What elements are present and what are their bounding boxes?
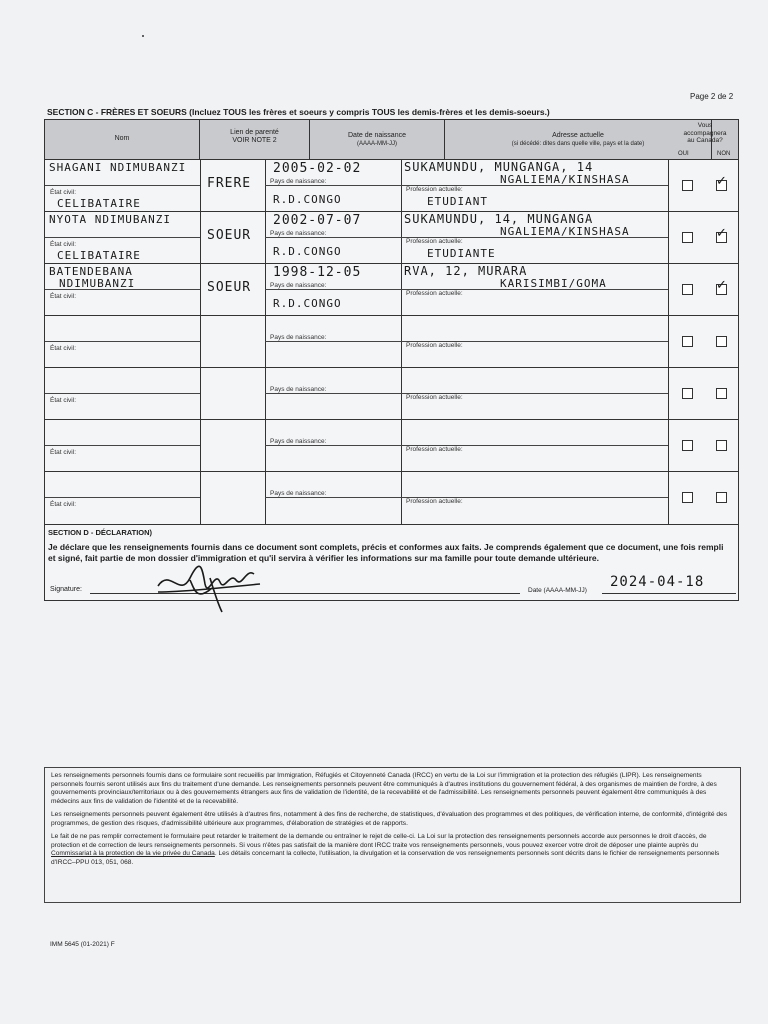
profession-label: Profession actuelle:	[406, 238, 463, 245]
date-line	[602, 593, 736, 594]
sibling-occupation[interactable]: ETUDIANTE	[427, 247, 496, 260]
row-divider	[45, 419, 738, 420]
profession-label: Profession actuelle:	[406, 186, 463, 193]
header-lien: Lien de parenté VOIR NOTE 2	[200, 120, 310, 159]
handwritten-signature	[150, 558, 270, 618]
header-date: Date de naissance (AAAA-MM-JJ)	[310, 120, 445, 159]
profession-label: Profession actuelle:	[406, 498, 463, 505]
page-number: Page 2 de 2	[690, 92, 734, 101]
date-subline	[265, 497, 401, 498]
sibling-birth-date[interactable]: 2005-02-02	[273, 161, 362, 176]
accompany-no-checkbox[interactable]	[716, 440, 727, 451]
date-subline	[265, 185, 401, 186]
accompany-yes-checkbox[interactable]	[682, 336, 693, 347]
date-subline	[265, 289, 401, 290]
profession-label: Profession actuelle:	[406, 342, 463, 349]
accompany-no-checkbox[interactable]	[716, 278, 727, 295]
accompany-yes-checkbox[interactable]	[682, 440, 693, 451]
accompany-yes-checkbox[interactable]	[682, 492, 693, 503]
pays-naissance-label: Pays de naissance:	[270, 334, 327, 341]
section-c-title: SECTION C - FRÈRES ET SOEURS (Incluez TOUS les frères et soeurs y compris TOUS les demis-frères et les demis-soeurs.)	[47, 107, 550, 117]
pays-naissance-label: Pays de naissance:	[270, 230, 327, 237]
section-d-divider	[45, 524, 738, 525]
sibling-occupation[interactable]: ETUDIANT	[427, 195, 488, 208]
form-code: IMM 5645 (01-2021) F	[50, 941, 115, 948]
name-subline	[45, 185, 200, 186]
sibling-address-line-2[interactable]: NGALIEMA/KINSHASA	[500, 173, 630, 186]
sibling-address-line-1[interactable]: SUKAMUNDU, 14, MUNGANGA	[404, 212, 594, 226]
notice-paragraph-1: Les renseignements personnels fournis dans ce formulaire sont recueillis par Immigration, Réfugiés et Citoyenneté Canada (IRCC) en vertu de la Loi sur l'immigration et la protection des réfugiés (LIPR). Les renseignements personnels fournis seront utilisés aux fins du traitement d'une demande. Les renseignements personnels peuvent être communiqués à d'autres institutions du gouvernement fédéral, à des organismes de maintien de l'ordre, à des gouvernements provinciaux/territoriaux ou à des gouvernements étrangers aux fins de validation de l'identité, de la recevabilité et de l'admissibilité. Les renseignements personnels peuvent également être communiqués à des médecins aux fins de validation de l'identité et de la recevabilité.	[51, 772, 717, 805]
sibling-birth-date[interactable]: 2002-07-07	[273, 213, 362, 228]
pays-naissance-label: Pays de naissance:	[270, 386, 327, 393]
row-divider	[45, 315, 738, 316]
etat-civil-label: État civil:	[50, 189, 77, 196]
sibling-name[interactable]: SHAGANI NDIMUBANZI	[49, 161, 187, 174]
sibling-marital-status[interactable]: CELIBATAIRE	[57, 197, 141, 210]
accompany-yes-checkbox[interactable]	[682, 388, 693, 399]
accompany-yes-checkbox[interactable]	[682, 180, 693, 191]
accompany-no-checkbox[interactable]	[716, 492, 727, 503]
pays-naissance-label: Pays de naissance:	[270, 438, 327, 445]
sibling-name[interactable]: NYOTA NDIMUBANZI	[49, 213, 171, 226]
pays-naissance-label: Pays de naissance:	[270, 490, 327, 497]
sibling-relationship[interactable]: SOEUR	[207, 280, 252, 295]
date-subline	[265, 393, 401, 394]
row-divider	[45, 367, 738, 368]
header-adresse: Adresse actuelle (si décédé: dites dans quelle ville, pays et la date)	[445, 120, 712, 159]
declaration-text: Je déclare que les renseignements fournis dans ce document sont complets, précis et conformes aux faits. Je comprends également que ce document, une fois rempli et signé, fait partie de mon dossier d'immigration et qu'il servira à vérifier les informations sur ma famille pour toute demande ultérieure.	[48, 542, 724, 563]
name-subline	[45, 497, 200, 498]
sibling-name-continued[interactable]: NDIMUBANZI	[59, 277, 136, 290]
name-subline	[45, 393, 200, 394]
row-divider	[45, 471, 738, 472]
table-header	[45, 120, 738, 160]
etat-civil-label: État civil:	[50, 345, 77, 352]
check-mark-icon: ✓	[716, 278, 727, 293]
etat-civil-label: État civil:	[50, 397, 77, 404]
name-subline	[45, 341, 200, 342]
sibling-relationship[interactable]: SOEUR	[207, 228, 252, 243]
date-label: Date (AAAA-MM-JJ)	[528, 587, 587, 594]
pays-naissance-label: Pays de naissance:	[270, 282, 327, 289]
sibling-birth-country[interactable]: R.D.CONGO	[273, 297, 342, 310]
accompany-yes-checkbox[interactable]	[682, 232, 693, 243]
section-d-title: SECTION D - DÉCLARATION)	[48, 528, 153, 537]
notice-paragraph-2: Les renseignements personnels peuvent également être utilisés à d'autres fins, notamment à des fins de recherche, de statistiques, d'évaluation des programmes et des politiques, de vérification interne, de conformité, d'intégrité des programmes, de gestion des risques, d'admissibilité ultérieure aux programmes, d'élaboration de stratégies et de rapports.	[51, 811, 727, 827]
date-value[interactable]: 2024-04-18	[610, 574, 705, 590]
accompany-no-checkbox[interactable]	[716, 174, 727, 191]
sibling-name[interactable]: BATENDEBANA	[49, 265, 133, 278]
pays-naissance-label: Pays de naissance:	[270, 178, 327, 185]
profession-label: Profession actuelle:	[406, 290, 463, 297]
sibling-birth-date[interactable]: 1998-12-05	[273, 265, 362, 280]
signature-label: Signature:	[50, 586, 82, 593]
accompany-no-checkbox[interactable]	[716, 226, 727, 243]
row-divider	[45, 263, 738, 264]
header-accompagnera: Vous accompagnera au Canada? OUI NON	[678, 122, 731, 157]
name-subline	[45, 445, 200, 446]
etat-civil-label: État civil:	[50, 293, 77, 300]
col-sep-adresse	[668, 159, 669, 524]
sibling-birth-country[interactable]: R.D.CONGO	[273, 245, 342, 258]
header-nom: Nom	[45, 120, 200, 159]
date-subline	[265, 445, 401, 446]
profession-label: Profession actuelle:	[406, 446, 463, 453]
etat-civil-label: État civil:	[50, 501, 77, 508]
etat-civil-label: État civil:	[50, 241, 77, 248]
profession-label: Profession actuelle:	[406, 394, 463, 401]
accompany-yes-checkbox[interactable]	[682, 284, 693, 295]
row-divider	[45, 211, 738, 212]
notice-paragraph-3: Le fait de ne pas remplir correctement le formulaire peut retarder le traitement de la demande ou entraîner le rejet de celle-ci. La Loi sur la protection des renseignements personnels accorde aux personnes le droit d'accès, de protection et de correction de leurs renseignements personnels. Si vous n'êtes pas satisfait de la manière dont IRCC traite vos renseignements personnels, vous pouvez exercer votre droit de déposer une plainte auprès du Commissariat à la protection de la vie privée du Canada. Les détails concernant la collecte, l'utilisation, la divulgation et la conservation de vos renseignements personnels sont décrits dans le fichier de renseignements personnels d'IRCC–PPU 013, 051, 068.	[51, 833, 720, 866]
sibling-address-line-2[interactable]: KARISIMBI/GOMA	[500, 277, 607, 290]
sibling-address-line-1[interactable]: RVA, 12, MURARA	[404, 264, 528, 278]
sibling-marital-status[interactable]: CELIBATAIRE	[57, 249, 141, 262]
date-subline	[265, 237, 401, 238]
check-mark-icon: ✓	[716, 226, 727, 241]
privacy-commissioner-link[interactable]: Commissariat à la protection de la vie privée du Canada	[51, 850, 215, 857]
sibling-relationship[interactable]: FRERE	[207, 176, 252, 191]
sibling-birth-country[interactable]: R.D.CONGO	[273, 193, 342, 206]
accompany-no-checkbox[interactable]	[716, 388, 727, 399]
check-mark-icon: ✓	[716, 174, 727, 189]
privacy-notice	[44, 767, 741, 903]
accompany-no-checkbox[interactable]	[716, 336, 727, 347]
scan-speck	[142, 35, 144, 37]
col-sep-nom	[200, 159, 201, 524]
sibling-address-line-2[interactable]: NGALIEMA/KINSHASA	[500, 225, 630, 238]
date-subline	[265, 341, 401, 342]
sibling-address-line-1[interactable]: SUKAMUNDU, MUNGANGA, 14	[404, 160, 594, 174]
etat-civil-label: État civil:	[50, 449, 77, 456]
name-subline	[45, 237, 200, 238]
